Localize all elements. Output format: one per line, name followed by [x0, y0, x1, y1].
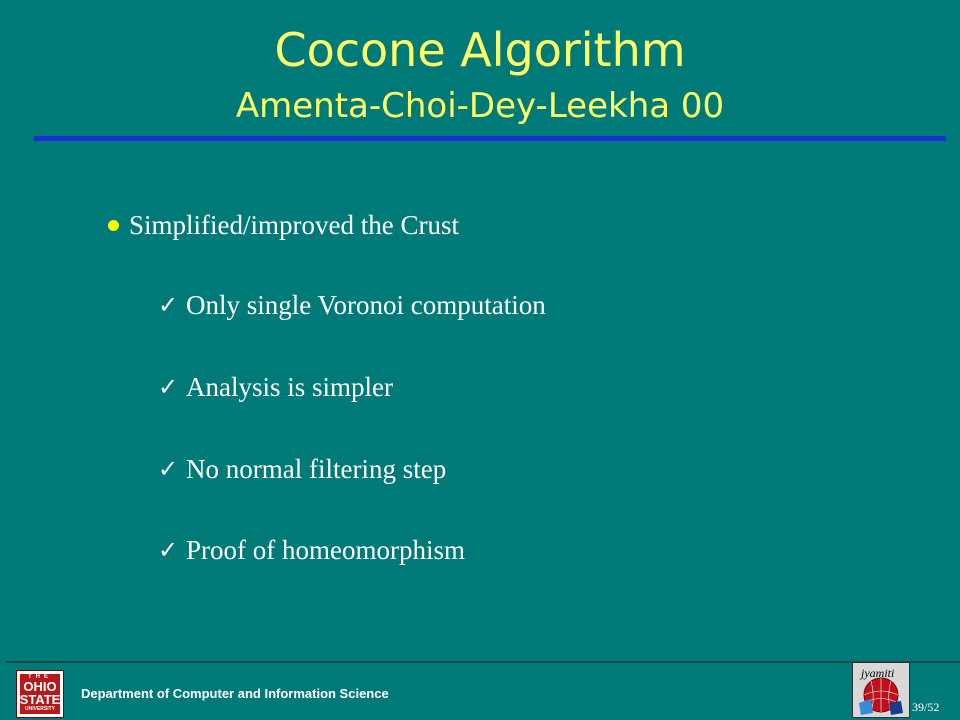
bullet-dot-icon: [108, 220, 119, 231]
slide-subtitle: Amenta-Choi-Dey-Leekha 00: [235, 86, 725, 126]
check-item: [158, 451, 446, 487]
jyamiti-logo-text: jyamiti: [861, 666, 895, 680]
jyamiti-logo: [852, 662, 910, 718]
check-item: [158, 287, 546, 323]
bullet-item: [108, 207, 459, 243]
osu-logo-line: THE: [28, 674, 52, 680]
page-number: 39/52: [912, 700, 940, 714]
osu-logo: [16, 670, 64, 718]
check-mark-icon: ✓: [158, 373, 179, 401]
check-mark-icon: ✓: [158, 536, 179, 564]
check-item-text: Analysis is simpler: [186, 372, 393, 402]
bullet-text: Simplified/improved the Crust: [129, 210, 459, 240]
footer-divider: [6, 661, 960, 663]
check-item: [158, 532, 465, 568]
check-item-text: Proof of homeomorphism: [186, 535, 465, 565]
check-mark-icon: ✓: [158, 455, 179, 483]
check-item-text: Only single Voronoi computation: [186, 290, 546, 320]
check-mark-icon: ✓: [158, 291, 179, 319]
slide-title: Cocone Algorithm: [274, 23, 686, 77]
check-item-text: No normal filtering step: [186, 454, 447, 484]
osu-logo-line: OHIO: [23, 679, 57, 694]
jyamiti-logo-graphic: [853, 663, 909, 717]
osu-logo-line: UNIVERSITY: [24, 706, 55, 712]
osu-logo-line: STATE: [19, 692, 61, 707]
title-underline: [34, 136, 946, 141]
department-label: Department of Computer and Information Science: [81, 686, 389, 701]
check-item: [158, 369, 393, 405]
